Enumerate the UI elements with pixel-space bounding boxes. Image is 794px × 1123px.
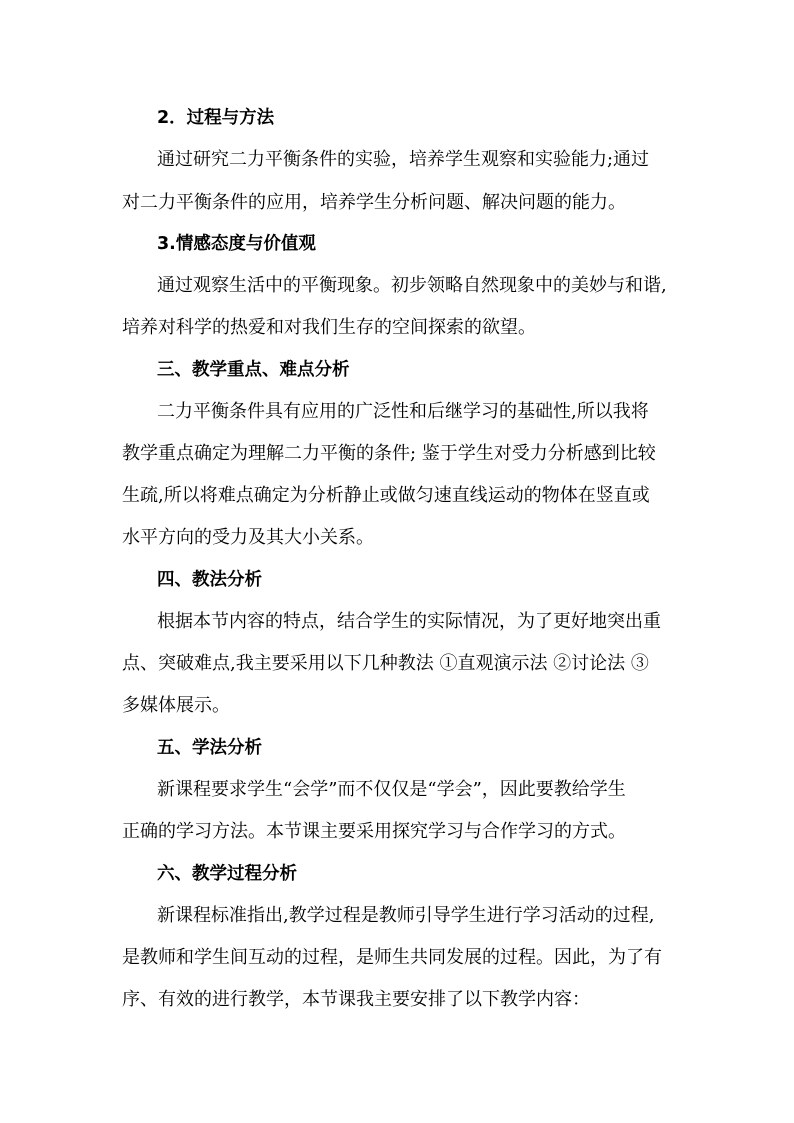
paragraph-line: 培养对科学的热爱和对我们生存的空间探索的欲望。: [122, 317, 536, 338]
paragraph-line: 教学重点确定为理解二力平衡的条件; 鉴于学生对受力分析感到比较: [122, 443, 656, 464]
paragraph-line: 点、突破难点,我主要采用以下几种教法 ①直观演示法 ②讨论法 ③: [122, 653, 649, 674]
paragraph-line: 生疏,所以将难点确定为分析静止或做匀速直线运动的物体在竖直或: [122, 485, 650, 506]
paragraph-line: 新课程要求学生“会学”而不仅仅是“学会”，因此要教给学生: [157, 779, 626, 800]
section-heading: 2．过程与方法: [157, 108, 275, 128]
paragraph-line: 根据本节内容的特点，结合学生的实际情况，为了更好地突出重: [157, 611, 661, 632]
paragraph-line: 多媒体展示。: [122, 695, 230, 716]
paragraph-line: 正确的学习方法。本节课主要采用探究学习与合作学习的方式。: [122, 821, 626, 842]
paragraph-line: 二力平衡条件具有应用的广泛性和后继学习的基础性,所以我将: [157, 401, 649, 422]
paragraph-line: 是教师和学生间互动的过程，是师生共同发展的过程。因此，为了有: [122, 947, 662, 968]
paragraph-line: 序、有效的进行教学，本节课我主要安排了以下教学内容：: [122, 989, 590, 1010]
section-heading: 五、学法分析: [157, 738, 262, 758]
paragraph-line: 对二力平衡条件的应用，培养学生分析问题、解决问题的能力。: [122, 192, 626, 213]
paragraph-line: 新课程标准指出,教学过程是教师引导学生进行学习活动的过程,: [157, 905, 655, 926]
section-heading: 三、教学重点、难点分析: [157, 360, 350, 380]
paragraph-line: 水平方向的受力及其大小关系。: [122, 527, 374, 548]
section-heading: 六、教学过程分析: [157, 864, 297, 884]
paragraph-line: 通过观察生活中的平衡现象。初步领略自然现象中的美妙与和谐,: [157, 275, 667, 296]
paragraph-line: 通过研究二力平衡条件的实验，培养学生观察和实验能力;通过: [157, 149, 650, 170]
section-heading: 四、教法分析: [157, 570, 262, 590]
section-heading: 3.情感态度与价值观: [157, 234, 316, 254]
